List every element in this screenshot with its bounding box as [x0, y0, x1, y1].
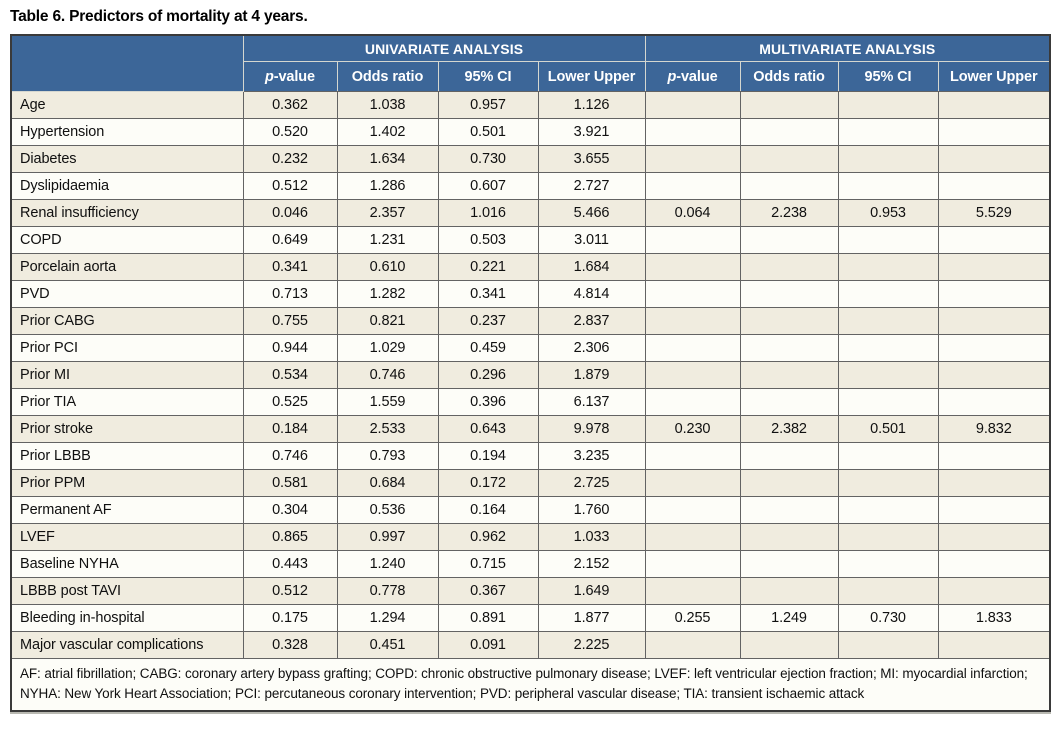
multi-ci-lower-cell	[838, 470, 938, 497]
col-header-multi-lower-upper: Lower Upper	[938, 62, 1050, 92]
table-row	[11, 200, 1050, 227]
uni-p-value-cell: 0.865	[243, 524, 337, 551]
row-label: Permanent AF	[11, 497, 243, 524]
multi-ci-upper-cell	[938, 92, 1050, 119]
uni-ci-upper-cell: 5.466	[538, 200, 645, 227]
multi-ci-upper-cell	[938, 524, 1050, 551]
uni-p-value-cell: 0.944	[243, 335, 337, 362]
uni-ci-lower-cell: 0.503	[438, 227, 538, 254]
table-row	[11, 254, 1050, 281]
table-row	[11, 362, 1050, 389]
col-header-multi-95ci: 95% CI	[838, 62, 938, 92]
uni-odds-ratio-cell: 2.357	[337, 200, 438, 227]
uni-p-value-cell: 0.520	[243, 119, 337, 146]
multi-odds-ratio-cell	[740, 632, 838, 659]
table-row	[11, 524, 1050, 551]
multi-ci-lower-cell: 0.953	[838, 200, 938, 227]
multi-ci-lower-cell	[838, 389, 938, 416]
uni-p-value-cell: 0.304	[243, 497, 337, 524]
multi-ci-upper-cell: 1.833	[938, 605, 1050, 632]
multi-ci-lower-cell: 0.730	[838, 605, 938, 632]
uni-ci-lower-cell: 0.221	[438, 254, 538, 281]
multi-p-value-cell	[645, 119, 740, 146]
multi-ci-upper-cell: 5.529	[938, 200, 1050, 227]
multi-ci-upper-cell	[938, 308, 1050, 335]
multi-p-value-cell	[645, 146, 740, 173]
uni-ci-upper-cell: 1.877	[538, 605, 645, 632]
multi-p-value-cell	[645, 308, 740, 335]
uni-ci-lower-cell: 0.237	[438, 308, 538, 335]
row-label: Major vascular complications	[11, 632, 243, 659]
multi-p-value-cell	[645, 281, 740, 308]
row-label: Prior PCI	[11, 335, 243, 362]
uni-odds-ratio-cell: 1.559	[337, 389, 438, 416]
multi-odds-ratio-cell	[740, 524, 838, 551]
multi-ci-upper-cell	[938, 119, 1050, 146]
uni-ci-lower-cell: 0.730	[438, 146, 538, 173]
multi-ci-lower-cell: 0.501	[838, 416, 938, 443]
uni-odds-ratio-cell: 1.634	[337, 146, 438, 173]
uni-ci-lower-cell: 0.341	[438, 281, 538, 308]
table-row	[11, 281, 1050, 308]
multi-p-value-cell	[645, 362, 740, 389]
row-label: Age	[11, 92, 243, 119]
table-row	[11, 308, 1050, 335]
multi-odds-ratio-cell	[740, 497, 838, 524]
uni-ci-upper-cell: 2.725	[538, 470, 645, 497]
uni-ci-lower-cell: 0.715	[438, 551, 538, 578]
uni-ci-upper-cell: 3.655	[538, 146, 645, 173]
multi-p-value-cell	[645, 578, 740, 605]
multi-ci-upper-cell	[938, 632, 1050, 659]
multi-ci-upper-cell	[938, 362, 1050, 389]
table-row	[11, 443, 1050, 470]
col-header-multi-p-value: p-value	[645, 62, 740, 92]
multi-ci-lower-cell	[838, 119, 938, 146]
uni-ci-lower-cell: 0.296	[438, 362, 538, 389]
uni-p-value-cell: 0.341	[243, 254, 337, 281]
multi-p-value-cell	[645, 470, 740, 497]
uni-p-value-cell: 0.175	[243, 605, 337, 632]
uni-ci-upper-cell: 6.137	[538, 389, 645, 416]
multi-odds-ratio-cell	[740, 443, 838, 470]
uni-ci-upper-cell: 1.033	[538, 524, 645, 551]
multi-odds-ratio-cell	[740, 389, 838, 416]
uni-odds-ratio-cell: 1.282	[337, 281, 438, 308]
row-label: Prior LBBB	[11, 443, 243, 470]
uni-ci-lower-cell: 0.459	[438, 335, 538, 362]
uni-ci-lower-cell: 0.194	[438, 443, 538, 470]
uni-p-value-cell: 0.746	[243, 443, 337, 470]
multi-ci-upper-cell	[938, 551, 1050, 578]
multi-ci-upper-cell	[938, 443, 1050, 470]
uni-ci-upper-cell: 9.978	[538, 416, 645, 443]
multi-ci-lower-cell	[838, 92, 938, 119]
row-label: Prior stroke	[11, 416, 243, 443]
multi-ci-upper-cell	[938, 578, 1050, 605]
multi-odds-ratio-cell: 1.249	[740, 605, 838, 632]
table-title: Table 6. Predictors of mortality at 4 years.	[10, 8, 308, 25]
multi-ci-upper-cell: 9.832	[938, 416, 1050, 443]
multi-ci-lower-cell	[838, 578, 938, 605]
multi-ci-lower-cell	[838, 443, 938, 470]
row-label: Prior CABG	[11, 308, 243, 335]
multi-odds-ratio-cell: 2.238	[740, 200, 838, 227]
multi-p-value-cell: 0.064	[645, 200, 740, 227]
table-row	[11, 335, 1050, 362]
multi-odds-ratio-cell	[740, 254, 838, 281]
row-label: Prior MI	[11, 362, 243, 389]
uni-odds-ratio-cell: 1.294	[337, 605, 438, 632]
multi-ci-upper-cell	[938, 254, 1050, 281]
col-header-uni-odds-ratio: Odds ratio	[337, 62, 438, 92]
table-row	[11, 551, 1050, 578]
uni-ci-lower-cell: 0.396	[438, 389, 538, 416]
uni-odds-ratio-cell: 0.610	[337, 254, 438, 281]
multi-odds-ratio-cell	[740, 308, 838, 335]
multi-p-value-cell	[645, 389, 740, 416]
multi-ci-lower-cell	[838, 524, 938, 551]
row-label: Hypertension	[11, 119, 243, 146]
multi-odds-ratio-cell	[740, 92, 838, 119]
uni-odds-ratio-cell: 0.536	[337, 497, 438, 524]
multi-ci-lower-cell	[838, 146, 938, 173]
multi-p-value-cell	[645, 227, 740, 254]
uni-ci-lower-cell: 0.367	[438, 578, 538, 605]
multi-p-value-cell	[645, 443, 740, 470]
table-row	[11, 632, 1050, 659]
multi-odds-ratio-cell	[740, 281, 838, 308]
table-row	[11, 416, 1050, 443]
col-header-multi-odds-ratio: Odds ratio	[740, 62, 838, 92]
uni-ci-lower-cell: 0.891	[438, 605, 538, 632]
multi-odds-ratio-cell	[740, 578, 838, 605]
multi-odds-ratio-cell	[740, 227, 838, 254]
multi-ci-upper-cell	[938, 146, 1050, 173]
multi-ci-lower-cell	[838, 362, 938, 389]
col-header-uni-p-value: p-value	[243, 62, 337, 92]
multi-p-value-cell	[645, 335, 740, 362]
col-header-uni-lower-upper: Lower Upper	[538, 62, 645, 92]
uni-odds-ratio-cell: 0.997	[337, 524, 438, 551]
uni-p-value-cell: 0.512	[243, 578, 337, 605]
uni-ci-upper-cell: 3.011	[538, 227, 645, 254]
multi-p-value-cell	[645, 551, 740, 578]
uni-ci-upper-cell: 4.814	[538, 281, 645, 308]
uni-odds-ratio-cell: 1.402	[337, 119, 438, 146]
uni-odds-ratio-cell: 1.038	[337, 92, 438, 119]
uni-p-value-cell: 0.328	[243, 632, 337, 659]
uni-ci-lower-cell: 0.962	[438, 524, 538, 551]
multi-ci-upper-cell	[938, 389, 1050, 416]
row-label: Dyslipidaemia	[11, 173, 243, 200]
uni-ci-upper-cell: 2.152	[538, 551, 645, 578]
multi-ci-upper-cell	[938, 173, 1050, 200]
multi-odds-ratio-cell	[740, 335, 838, 362]
uni-odds-ratio-cell: 0.793	[337, 443, 438, 470]
row-label: Renal insufficiency	[11, 200, 243, 227]
uni-p-value-cell: 0.512	[243, 173, 337, 200]
uni-ci-lower-cell: 0.172	[438, 470, 538, 497]
row-label: PVD	[11, 281, 243, 308]
univariate-group-header: UNIVARIATE ANALYSIS	[243, 35, 645, 62]
uni-odds-ratio-cell: 1.029	[337, 335, 438, 362]
table-row	[11, 227, 1050, 254]
uni-odds-ratio-cell: 0.684	[337, 470, 438, 497]
uni-odds-ratio-cell: 0.778	[337, 578, 438, 605]
multi-ci-upper-cell	[938, 227, 1050, 254]
table-row	[11, 605, 1050, 632]
multi-ci-lower-cell	[838, 227, 938, 254]
predictors-table	[10, 34, 1051, 712]
multi-ci-lower-cell	[838, 497, 938, 524]
table-row	[11, 578, 1050, 605]
uni-p-value-cell: 0.046	[243, 200, 337, 227]
uni-ci-lower-cell: 0.091	[438, 632, 538, 659]
uni-ci-upper-cell: 2.837	[538, 308, 645, 335]
uni-odds-ratio-cell: 1.286	[337, 173, 438, 200]
table-row	[11, 497, 1050, 524]
uni-odds-ratio-cell: 2.533	[337, 416, 438, 443]
uni-p-value-cell: 0.581	[243, 470, 337, 497]
multi-p-value-cell	[645, 173, 740, 200]
multi-odds-ratio-cell: 2.382	[740, 416, 838, 443]
uni-ci-lower-cell: 0.607	[438, 173, 538, 200]
uni-ci-upper-cell: 1.760	[538, 497, 645, 524]
multi-p-value-cell	[645, 254, 740, 281]
uni-p-value-cell: 0.534	[243, 362, 337, 389]
multi-p-value-cell	[645, 92, 740, 119]
uni-ci-upper-cell: 2.727	[538, 173, 645, 200]
multivariate-group-header: MULTIVARIATE ANALYSIS	[645, 35, 1050, 62]
uni-ci-upper-cell: 1.684	[538, 254, 645, 281]
abbreviations-note: AF: atrial fibrillation; CABG: coronary artery bypass grafting; COPD: chronic obstructive pulmonary disease; LVEF: left ventricular ejection fraction; MI: myocardial infarction; NYHA: New York Heart Association; PCI: percutaneous coronary intervention; PVD: peripheral vascular disease; TIA: transient ischaemic attack	[11, 659, 1050, 712]
uni-p-value-cell: 0.232	[243, 146, 337, 173]
multi-ci-upper-cell	[938, 497, 1050, 524]
multi-ci-lower-cell	[838, 308, 938, 335]
multi-odds-ratio-cell	[740, 551, 838, 578]
multi-ci-lower-cell	[838, 281, 938, 308]
uni-p-value-cell: 0.184	[243, 416, 337, 443]
uni-odds-ratio-cell: 1.231	[337, 227, 438, 254]
uni-ci-lower-cell: 0.164	[438, 497, 538, 524]
uni-p-value-cell: 0.443	[243, 551, 337, 578]
table-row	[11, 92, 1050, 119]
multi-p-value-cell: 0.255	[645, 605, 740, 632]
row-label: Prior PPM	[11, 470, 243, 497]
multi-odds-ratio-cell	[740, 362, 838, 389]
table-row	[11, 389, 1050, 416]
corner-cell	[11, 35, 243, 92]
uni-ci-lower-cell: 0.501	[438, 119, 538, 146]
uni-ci-upper-cell: 3.921	[538, 119, 645, 146]
table-row	[11, 470, 1050, 497]
uni-p-value-cell: 0.755	[243, 308, 337, 335]
multi-odds-ratio-cell	[740, 146, 838, 173]
multi-ci-lower-cell	[838, 632, 938, 659]
uni-ci-upper-cell: 2.306	[538, 335, 645, 362]
row-label: COPD	[11, 227, 243, 254]
uni-ci-lower-cell: 0.643	[438, 416, 538, 443]
uni-ci-lower-cell: 0.957	[438, 92, 538, 119]
row-label: Diabetes	[11, 146, 243, 173]
multi-p-value-cell	[645, 632, 740, 659]
multi-odds-ratio-cell	[740, 173, 838, 200]
multi-ci-upper-cell	[938, 335, 1050, 362]
multi-ci-upper-cell	[938, 281, 1050, 308]
multi-ci-lower-cell	[838, 335, 938, 362]
multi-ci-lower-cell	[838, 551, 938, 578]
multi-ci-lower-cell	[838, 254, 938, 281]
multi-ci-upper-cell	[938, 470, 1050, 497]
uni-ci-upper-cell: 1.126	[538, 92, 645, 119]
uni-ci-upper-cell: 2.225	[538, 632, 645, 659]
col-header-uni-95ci: 95% CI	[438, 62, 538, 92]
multi-p-value-cell	[645, 524, 740, 551]
multi-ci-lower-cell	[838, 173, 938, 200]
table-row	[11, 119, 1050, 146]
uni-ci-upper-cell: 1.879	[538, 362, 645, 389]
table-row	[11, 146, 1050, 173]
uni-p-value-cell: 0.362	[243, 92, 337, 119]
uni-ci-lower-cell: 1.016	[438, 200, 538, 227]
uni-odds-ratio-cell: 1.240	[337, 551, 438, 578]
row-label: LBBB post TAVI	[11, 578, 243, 605]
row-label: Bleeding in-hospital	[11, 605, 243, 632]
multi-odds-ratio-cell	[740, 470, 838, 497]
uni-p-value-cell: 0.713	[243, 281, 337, 308]
multi-odds-ratio-cell	[740, 119, 838, 146]
row-label: Baseline NYHA	[11, 551, 243, 578]
row-label: LVEF	[11, 524, 243, 551]
multi-p-value-cell	[645, 497, 740, 524]
uni-p-value-cell: 0.525	[243, 389, 337, 416]
uni-ci-upper-cell: 3.235	[538, 443, 645, 470]
uni-odds-ratio-cell: 0.746	[337, 362, 438, 389]
uni-odds-ratio-cell: 0.821	[337, 308, 438, 335]
row-label: Prior TIA	[11, 389, 243, 416]
table-row	[11, 173, 1050, 200]
multi-p-value-cell: 0.230	[645, 416, 740, 443]
uni-ci-upper-cell: 1.649	[538, 578, 645, 605]
uni-odds-ratio-cell: 0.451	[337, 632, 438, 659]
uni-p-value-cell: 0.649	[243, 227, 337, 254]
row-label: Porcelain aorta	[11, 254, 243, 281]
